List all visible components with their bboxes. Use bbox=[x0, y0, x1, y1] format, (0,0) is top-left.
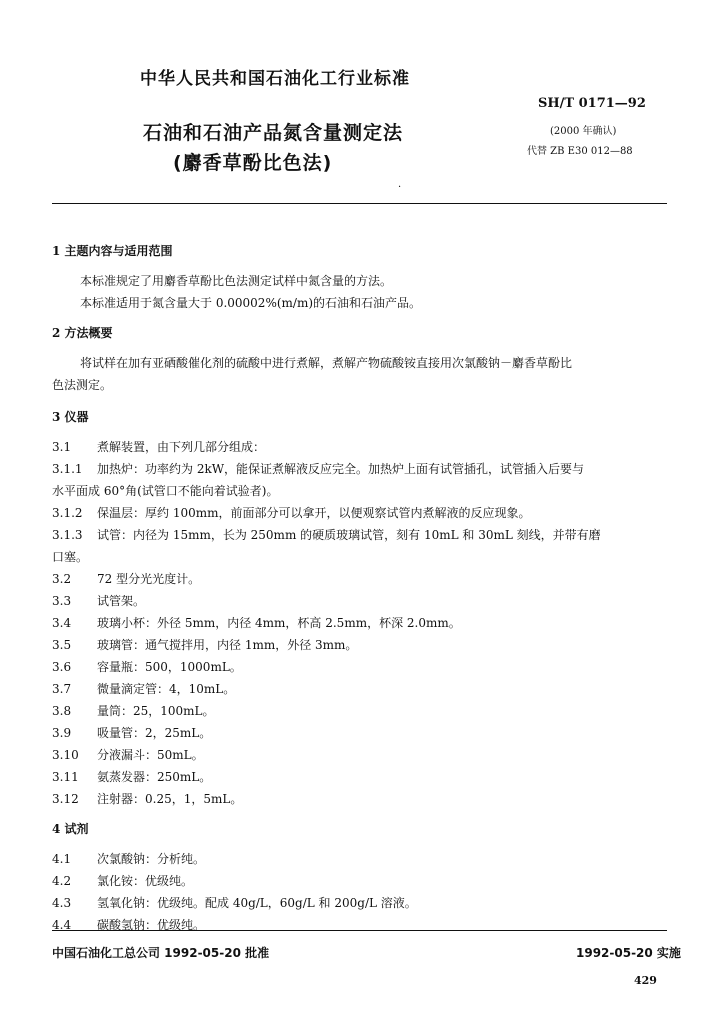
list-item bbox=[52, 592, 145, 609]
item-text: 试管：内径为 15mm，长为 250mm 的硬质玻璃试管，刻有 10mL 和 30mL 刻线，并带有磨 bbox=[97, 528, 601, 542]
section-2-paragraph-line-2: 色法测定。 bbox=[52, 378, 113, 392]
item-number: 3.1 bbox=[52, 440, 72, 454]
item-number: 3.1.1 bbox=[52, 462, 83, 476]
item-number: 3.1.3 bbox=[52, 528, 83, 542]
stray-mark: · bbox=[398, 182, 402, 193]
item-number: 3.12 bbox=[52, 792, 79, 806]
effective-date: 1992-05-20 实施 bbox=[576, 946, 681, 960]
list-item bbox=[52, 790, 242, 807]
approval-line: 中国石油化工总公司 1992-05-20 批准 bbox=[52, 946, 270, 960]
list-item bbox=[52, 460, 584, 477]
item-text: 氢氧化钠：优级纯。配成 40g/L，60g/L 和 200g/L 溶液。 bbox=[97, 896, 417, 910]
item-text: 氨蒸发器：250mL。 bbox=[97, 770, 212, 784]
issuing-standard-category: 中华人民共和国石油化工行业标准 bbox=[140, 69, 410, 89]
section-2-paragraph-line-1: 将试样在加有亚硒酸催化剂的硫酸中进行煮解，煮解产物硫酸铵直接用次氯酸钠－麝香草酚比 bbox=[80, 356, 573, 370]
list-item-continuation bbox=[52, 482, 278, 499]
header-divider bbox=[52, 203, 667, 204]
list-item bbox=[52, 438, 265, 455]
footer-divider bbox=[52, 930, 667, 931]
item-text: 量筒：25，100mL。 bbox=[97, 704, 215, 718]
item-number: 4.1 bbox=[52, 852, 72, 866]
item-number: 3.9 bbox=[52, 726, 72, 740]
list-item bbox=[52, 680, 235, 697]
list-item bbox=[52, 724, 211, 741]
replaces-standard: 代替 ZB E30 012—88 bbox=[527, 146, 633, 157]
list-item bbox=[52, 504, 530, 521]
item-text: 水平面成 60°角(试管口不能向着试验者)。 bbox=[52, 484, 279, 498]
item-text: 分液漏斗：50mL。 bbox=[97, 748, 204, 762]
item-number: 3.5 bbox=[52, 638, 72, 652]
item-text: 玻璃小杯：外径 5mm，内径 4mm，杯高 2.5mm，杯深 2.0mm。 bbox=[97, 616, 461, 630]
item-text: 加热炉：功率约为 2kW，能保证煮解液反应完全。加热炉上面有试管插孔，试管插入后要与 bbox=[97, 462, 585, 476]
section-2-heading: 2 方法概要 bbox=[52, 326, 113, 340]
item-text: 72 型分光光度计。 bbox=[97, 572, 201, 586]
item-text: 容量瓶：500，1000mL。 bbox=[97, 660, 242, 674]
item-number: 3.10 bbox=[52, 748, 79, 762]
item-text: 保温层：厚约 100mm，前面部分可以拿开，以便观察试管内煮解液的反应现象。 bbox=[97, 506, 531, 520]
section-3-heading: 3 仪器 bbox=[52, 410, 89, 424]
document-subtitle: (麝香草酚比色法) bbox=[173, 152, 333, 174]
item-number: 3.1.2 bbox=[52, 506, 83, 520]
section-1-paragraph-1: 本标准规定了用麝香草酚比色法测定试样中氮含量的方法。 bbox=[80, 274, 393, 288]
item-number: 3.6 bbox=[52, 660, 72, 674]
list-item bbox=[52, 702, 215, 719]
list-item bbox=[52, 768, 211, 785]
list-item bbox=[52, 658, 242, 675]
item-text: 试管架。 bbox=[97, 594, 146, 608]
item-text: 微量滴定管：4，10mL。 bbox=[97, 682, 236, 696]
confirmation-year: (2000 年确认) bbox=[550, 126, 617, 137]
section-1-paragraph-2: 本标准适用于氮含量大于 0.00002%(m/m)的石油和石油产品。 bbox=[80, 296, 422, 310]
section-4-heading: 4 试剂 bbox=[52, 822, 89, 836]
item-number: 3.11 bbox=[52, 770, 79, 784]
list-item bbox=[52, 614, 461, 631]
list-item bbox=[52, 872, 193, 889]
list-item-continuation bbox=[52, 548, 88, 565]
item-text: 煮解装置，由下列几部分组成： bbox=[97, 440, 266, 454]
section-1-heading: 1 主题内容与适用范围 bbox=[52, 244, 173, 258]
list-item bbox=[52, 746, 204, 763]
item-number: 4.4 bbox=[52, 918, 72, 932]
page-number: 429 bbox=[634, 974, 657, 987]
item-number: 3.2 bbox=[52, 572, 72, 586]
document-title: 石油和石油产品氮含量测定法 bbox=[143, 122, 404, 144]
item-number: 3.8 bbox=[52, 704, 72, 718]
item-number: 3.4 bbox=[52, 616, 72, 630]
item-text: 口塞。 bbox=[52, 550, 89, 564]
item-text: 碳酸氢钠：优级纯。 bbox=[97, 918, 206, 932]
item-number: 3.3 bbox=[52, 594, 72, 608]
list-item bbox=[52, 570, 200, 587]
item-text: 玻璃管：通气搅拌用，内径 1mm，外径 3mm。 bbox=[97, 638, 358, 652]
list-item bbox=[52, 894, 417, 911]
item-text: 吸量管：2，25mL。 bbox=[97, 726, 212, 740]
list-item bbox=[52, 850, 205, 867]
item-text: 次氯酸钠：分析纯。 bbox=[97, 852, 206, 866]
item-text: 氯化铵：优级纯。 bbox=[97, 874, 194, 888]
item-text: 注射器：0.25，1，5mL。 bbox=[97, 792, 243, 806]
standard-code: SH/T 0171—92 bbox=[538, 96, 646, 111]
list-item bbox=[52, 526, 601, 543]
item-number: 4.2 bbox=[52, 874, 72, 888]
item-number: 3.7 bbox=[52, 682, 72, 696]
list-item bbox=[52, 636, 357, 653]
item-number: 4.3 bbox=[52, 896, 72, 910]
